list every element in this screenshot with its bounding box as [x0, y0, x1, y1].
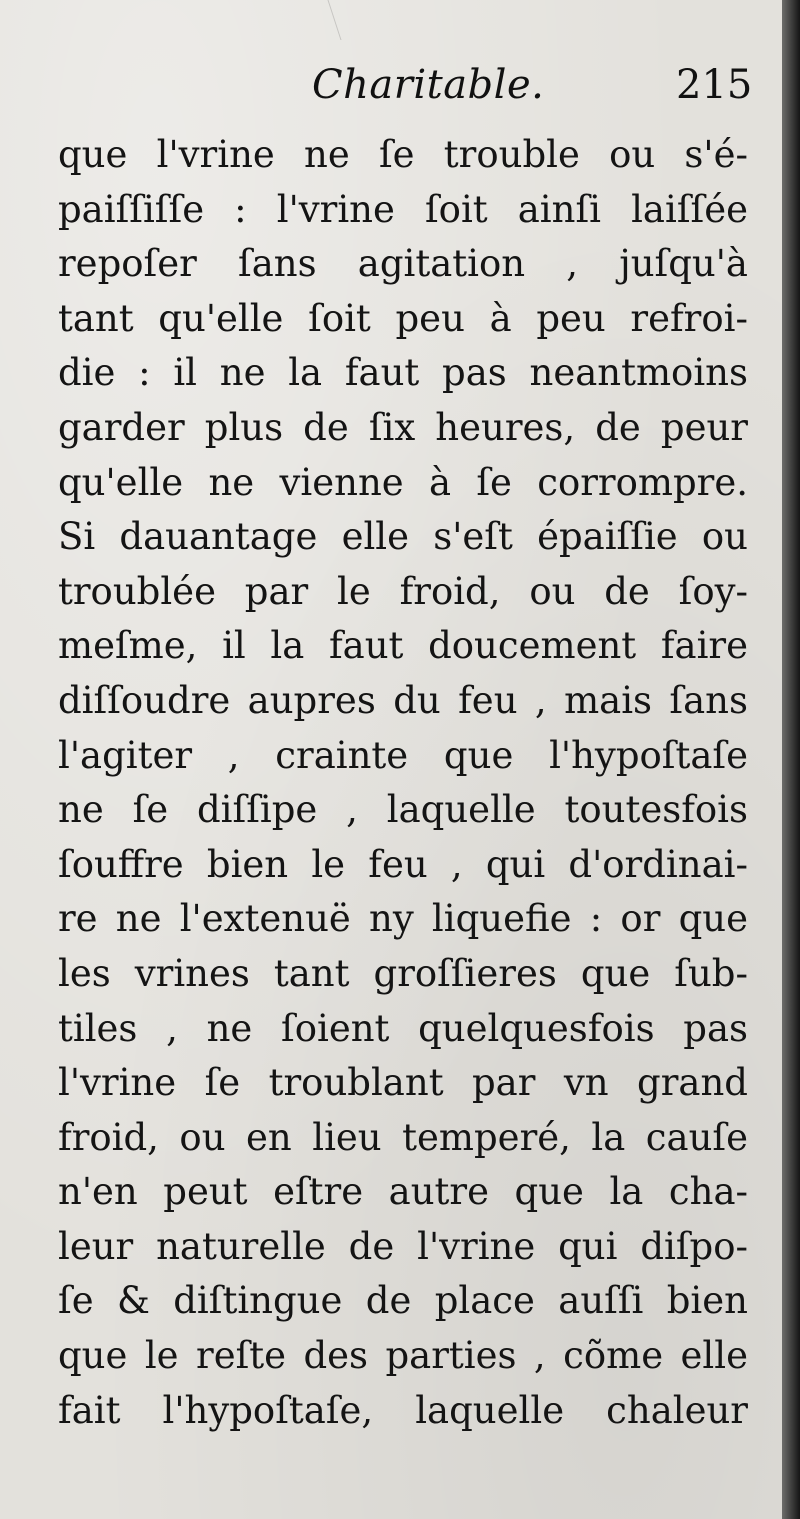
text-line: que l'vrine ne ſe trouble ou s'é-	[58, 133, 748, 176]
text-line: n'en peut eſtre autre que la cha-	[58, 1170, 748, 1214]
text-line: paiſſiſſe : l'vrine ſoit ainſi laiſſée	[58, 187, 748, 231]
text-line: les vrines tant groſſieres que ſub-	[58, 951, 748, 995]
text-line: l'vrine ſe troublant par vn grand	[58, 1061, 748, 1105]
text-line: troublée par le froid, ou de ſoy-	[58, 569, 748, 613]
paper-fold-mark	[328, 0, 366, 40]
text-line: ne ſe diſſipe , laquelle toutesfois	[58, 788, 748, 832]
running-title: Charitable.	[312, 62, 545, 108]
page-header	[0, 62, 782, 122]
text-line: fait l'hypoſtaſe, laquelle chaleur	[58, 1388, 748, 1432]
page-number: 215	[676, 62, 753, 108]
text-line: qu'elle ne vienne à ſe corrompre.	[58, 460, 748, 504]
text-line: leur naturelle de l'vrine qui diſpo-	[58, 1224, 748, 1268]
text-line: diſſoudre aupres du feu , mais ſans	[58, 678, 748, 722]
text-line: ſe & diſtingue de place auſſi bien	[58, 1279, 748, 1323]
text-line: Si dauantage elle s'eſt épaiſſie ou	[58, 515, 748, 559]
text-line: froid, ou en lieu temperé, la cauſe	[58, 1115, 748, 1159]
text-line: repoſer ſans agitation , juſqu'à	[58, 242, 748, 286]
text-line: garder plus de ſix heures, de peur	[58, 405, 748, 449]
text-line: ſouffre bien le feu , qui d'ordinai-	[58, 842, 748, 886]
text-line: re ne l'extenuë ny liquefie : or que	[58, 897, 748, 941]
text-line: die : il ne la faut pas neantmoins	[58, 351, 748, 395]
text-line: tiles , ne ſoient quelquesfois pas	[58, 1006, 748, 1050]
text-line: que le reſte des parties , cõme elle	[58, 1334, 748, 1378]
body-text	[58, 128, 748, 1438]
book-edge-shadow	[782, 0, 800, 1519]
text-line: meſme, il la faut doucement faire	[58, 624, 748, 668]
text-line: l'agiter , crainte que l'hypoſtaſe	[58, 733, 748, 777]
text-line: tant qu'elle ſoit peu à peu refroi-	[58, 296, 748, 340]
